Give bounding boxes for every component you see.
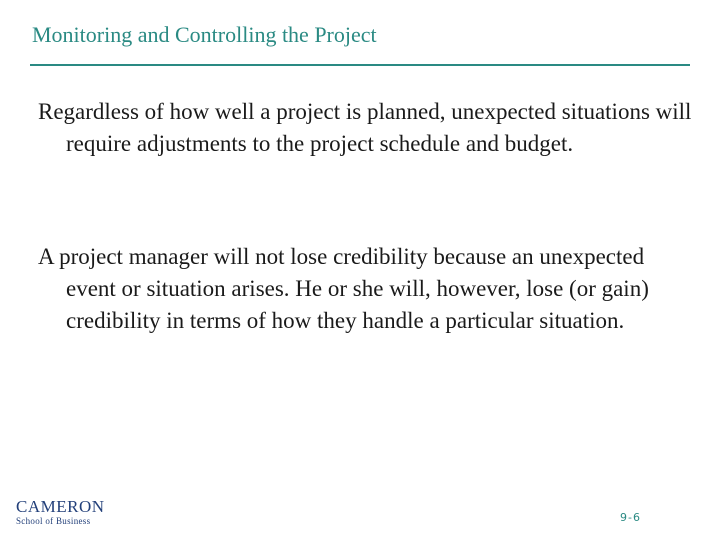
body-paragraph-1: Regardless of how well a project is planned, unexpected situations will require adjustments to the project schedule and budget. — [38, 99, 692, 156]
logo-subtitle: School of Business — [16, 516, 91, 526]
title-divider — [30, 64, 690, 66]
cameron-logo — [16, 498, 106, 527]
page-number: 9-6 — [620, 511, 641, 524]
logo-name: CAMERON — [16, 497, 105, 516]
body-paragraph-2: A project manager will not lose credibility because an unexpected event or situation arises. He or she will, however, lose (or gain) credibility in terms of how they handle a particular situation. — [38, 244, 649, 333]
slide-title: Monitoring and Controlling the Project — [32, 22, 377, 47]
